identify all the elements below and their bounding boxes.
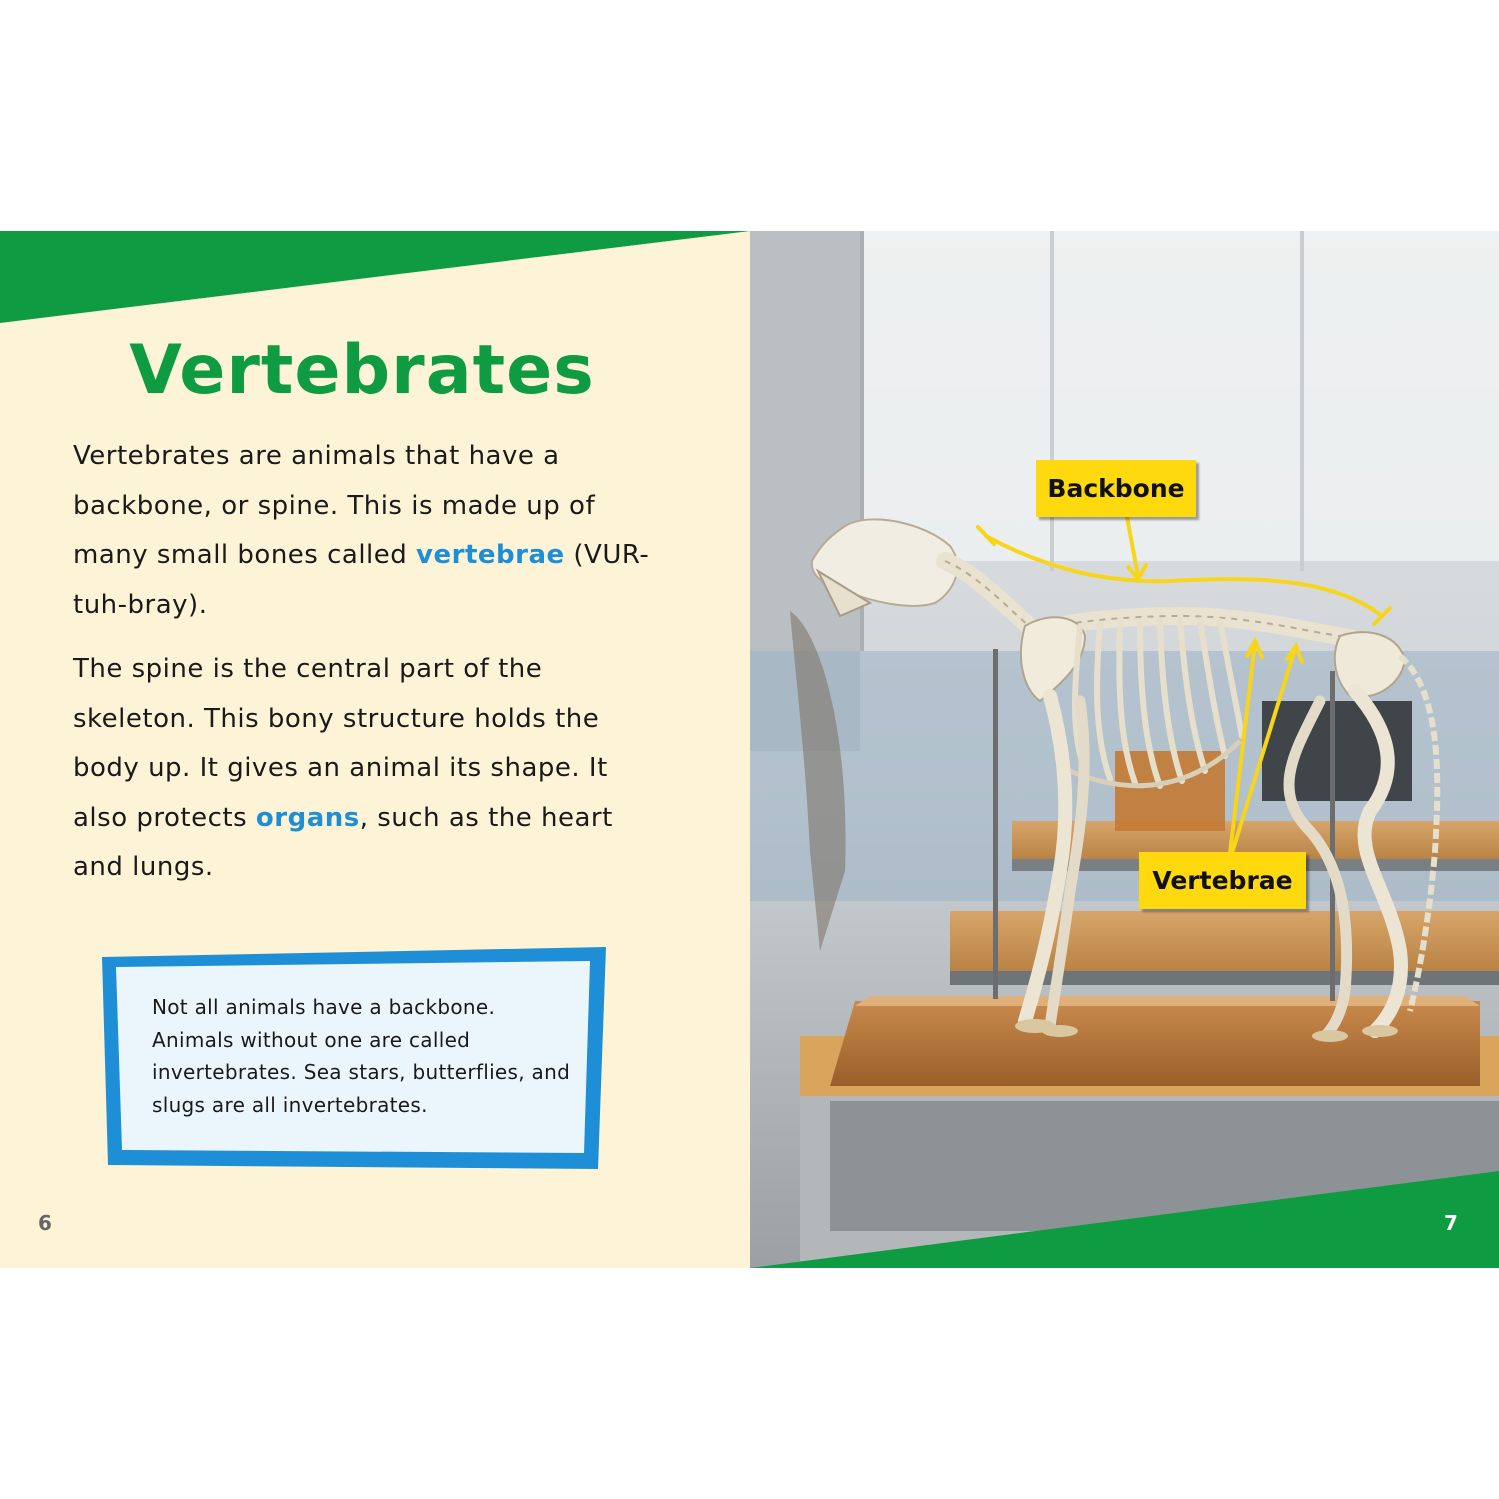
backbone-label: Backbone <box>1036 460 1196 517</box>
book-spread <box>0 231 1499 1268</box>
paragraph-1 <box>73 432 663 630</box>
right-page <box>750 231 1499 1268</box>
page-number-left: 6 <box>38 1211 52 1235</box>
callout-text: Not all animals have a backbone. Animals without one are called invertebrates. Sea stars, butterflies, and slugs are all invertebrates. <box>152 995 571 1117</box>
page-title: Vertebrates <box>129 331 595 410</box>
paragraph-2-text: The spine is the central part of the skeleton. This bony structure holds the body up. It gives an animal its shape. It also protects <box>73 654 608 833</box>
vertebrae-label: Vertebrae <box>1139 852 1306 909</box>
page-number-right: 7 <box>1444 1211 1458 1235</box>
paragraph-2-end: , such as the heart and lungs. <box>73 802 613 882</box>
glossary-word-organs[interactable]: organs <box>255 802 360 833</box>
paragraph-2 <box>73 645 663 893</box>
paragraph-1-text: Vertebrates are animals that have a backbone, or spine. This is made up of many small bones called <box>73 441 596 570</box>
glossary-word-vertebrae[interactable]: vertebrae <box>416 540 565 570</box>
paragraph-1-pronunciation: (VUR-tuh-bray). <box>73 540 650 620</box>
left-page <box>0 231 750 1268</box>
green-header-band <box>0 231 750 331</box>
skeleton-photo <box>750 231 1499 1268</box>
